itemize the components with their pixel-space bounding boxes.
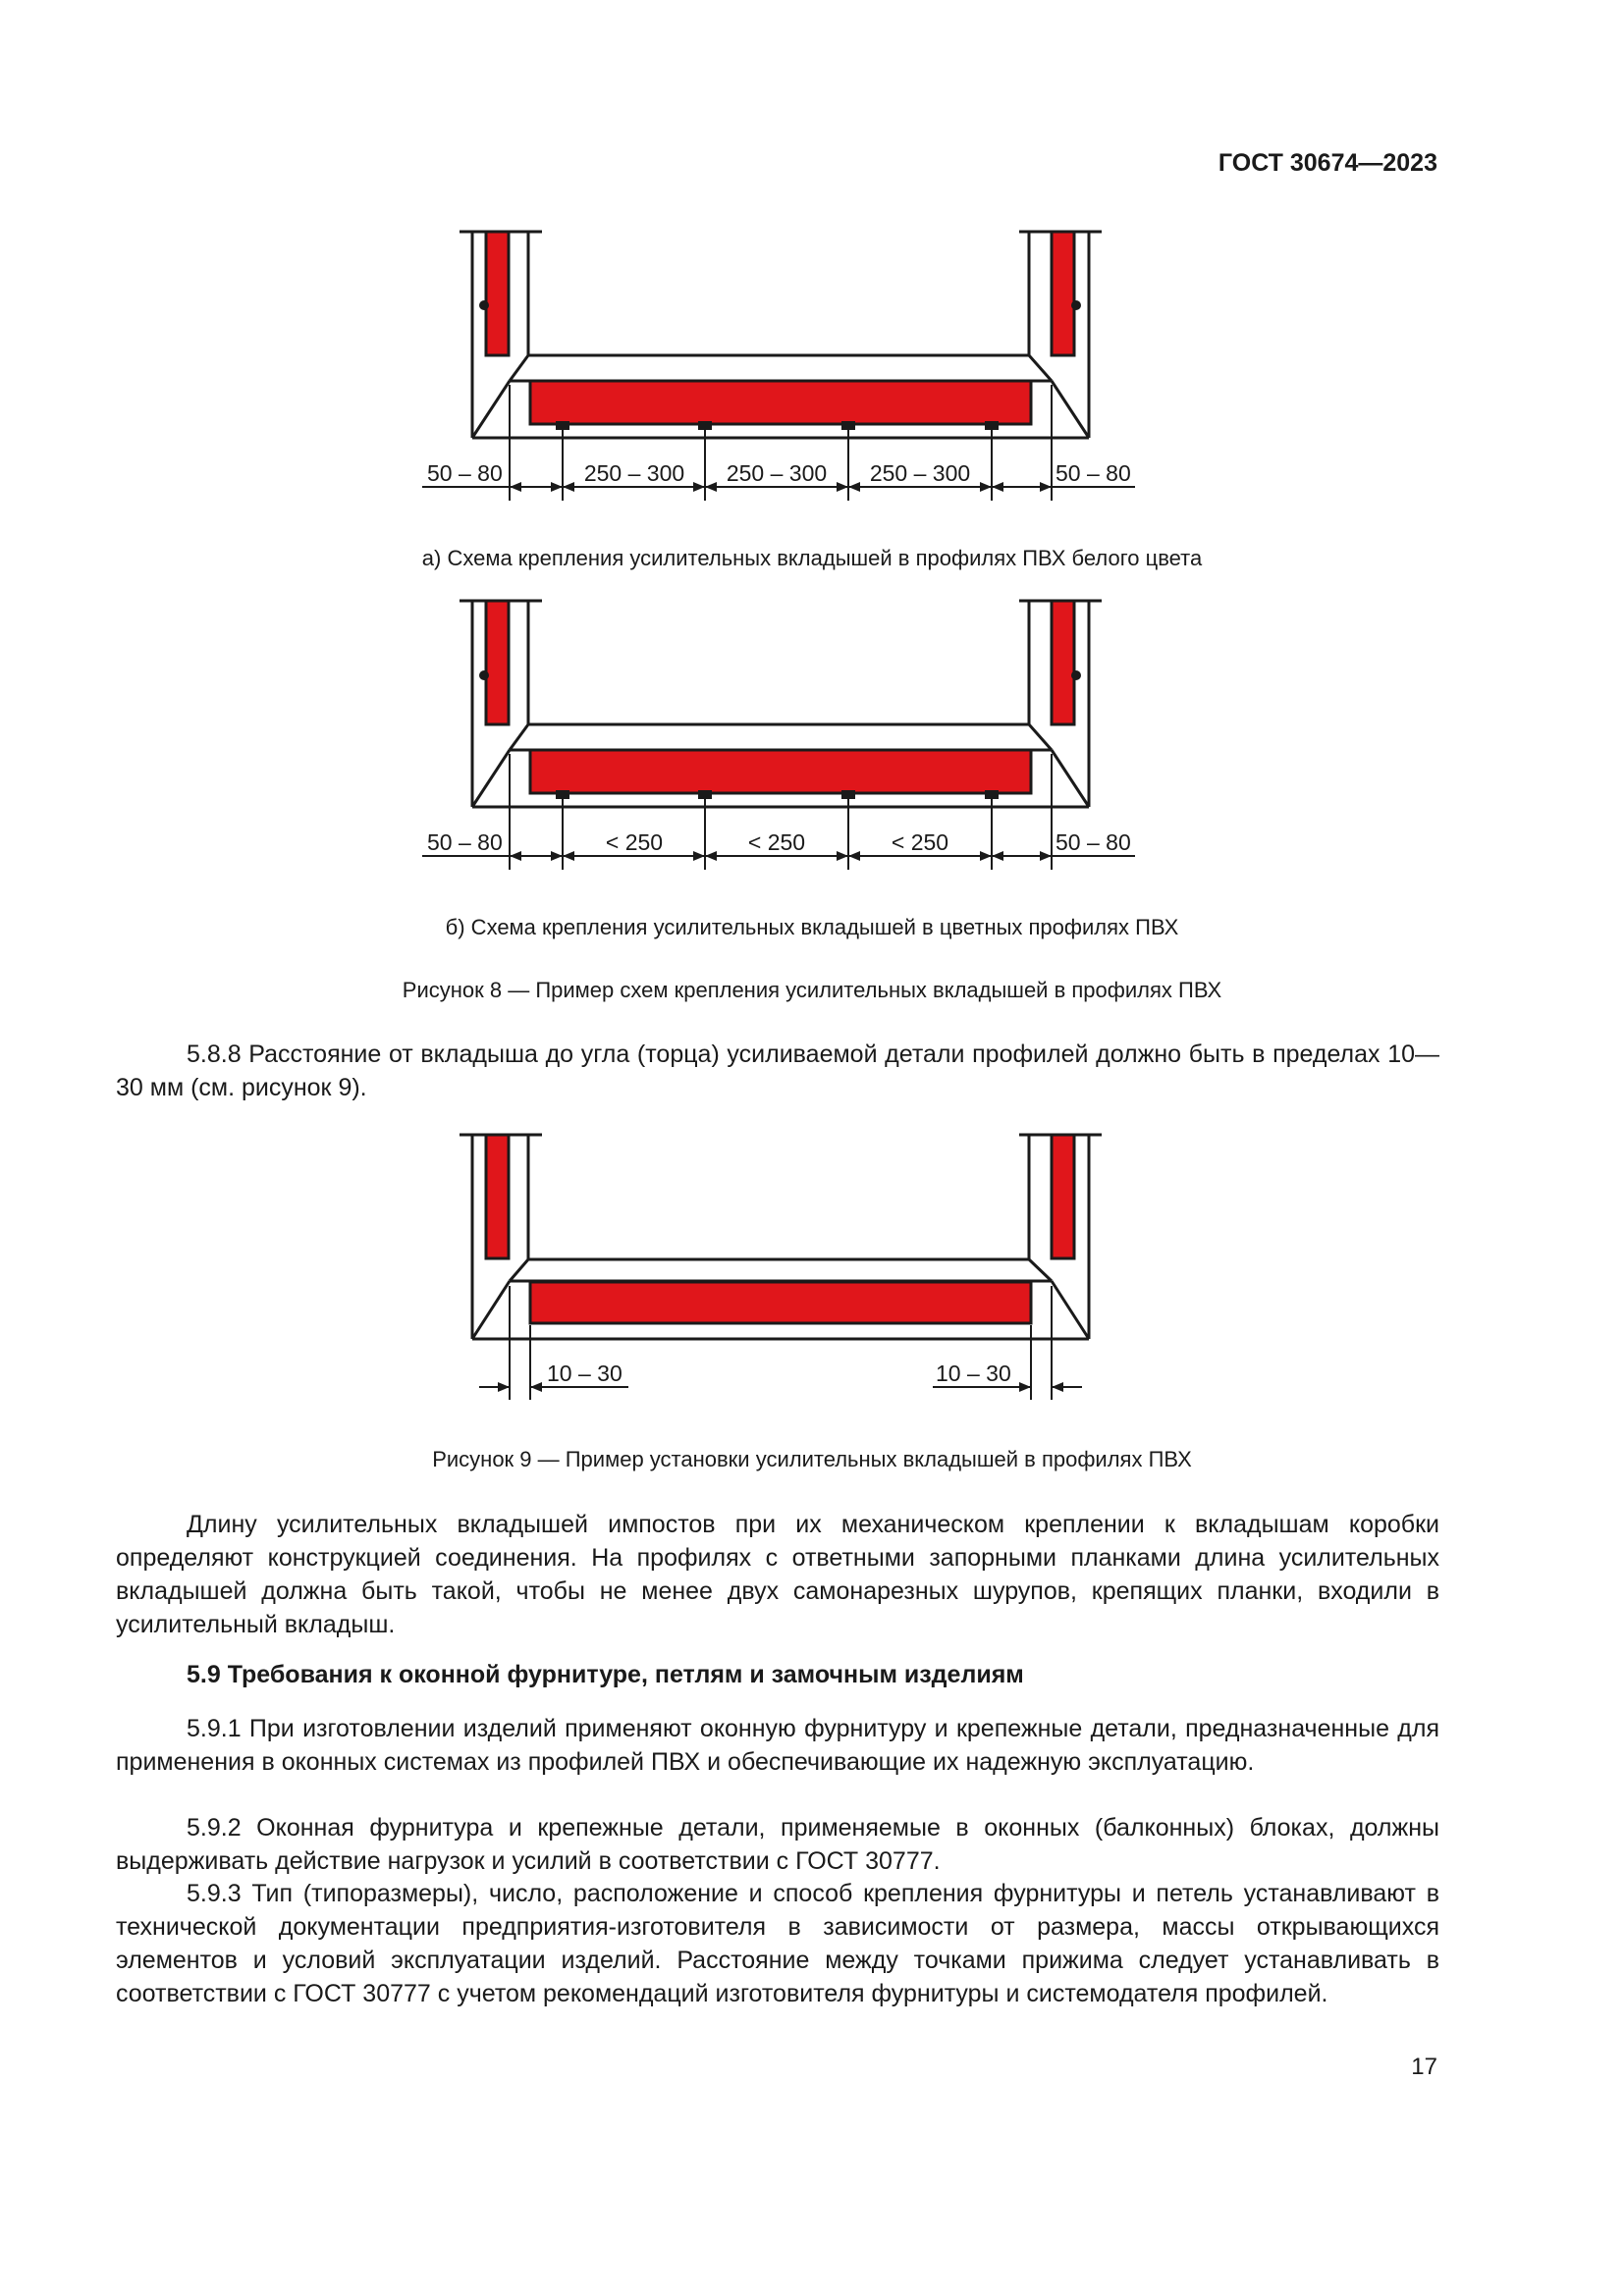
dim-label: 250 – 300 (869, 460, 971, 486)
document-standard-number: ГОСТ 30674—2023 (1218, 149, 1437, 177)
figure-8b-diagram (0, 595, 1624, 880)
dim-label: 50 – 80 (1056, 460, 1131, 486)
paragraph-insert-length: Длину усилительных вкладышей импостов при их механическом креплении к вкладышам коробки определяют конструкцией соединения. На профилях с ответными запорными планками длина усилительных вкладышей должна быть такой, чтобы не менее двух самонарезных шурупов, крепящих планки, входили в усилительный вкладыш. (116, 1511, 1439, 1638)
clause-5-9-2: 5.9.2 Оконная фурнитура и крепежные детали, применяемые в оконных (балконных) блоках, должны выдерживать действие нагрузок и усилий в соответствии с ГОСТ 30777. (116, 1814, 1439, 1875)
section-5-9-heading: 5.9 Требования к оконной фурнитуре, петлям и замочным изделиям (187, 1661, 1024, 1688)
dim-label: < 250 (891, 829, 949, 855)
insert-right-vertical (1052, 601, 1074, 724)
dim-label: < 250 (747, 829, 806, 855)
insert-bottom (530, 1282, 1031, 1323)
dim-label: 50 – 80 (427, 829, 503, 855)
dim-label: 250 – 300 (583, 460, 685, 486)
figure-8b-caption: б) Схема крепления усилительных вкладышей в цветных профилях ПВХ (445, 915, 1179, 939)
insert-right-vertical (1052, 1135, 1074, 1258)
insert-right-vertical (1052, 232, 1074, 355)
figure-9-caption: Рисунок 9 — Пример установки усилительных вкладышей в профилях ПВХ (432, 1447, 1192, 1471)
figure-8-caption: Рисунок 8 — Пример схем крепления усилительных вкладышей в профилях ПВХ (402, 978, 1222, 1002)
insert-left-vertical (486, 1135, 509, 1258)
dim-label: 10 – 30 (936, 1361, 1011, 1386)
dim-label: 250 – 300 (726, 460, 828, 486)
dim-label: 10 – 30 (547, 1361, 623, 1386)
clause-5-9-3: 5.9.3 Тип (типоразмеры), число, расположение и способ крепления фурнитуры и петель устанавливают в технической документации предприятия-изготовителя в зависимости от размера, массы открывающихся элементов и условий эксплуатации изделий. Расстояние между точками прижима следует устанавливать в соответствии с ГОСТ 30777 с учетом рекомендаций изготовителя фурнитуры и системодателя профилей. (116, 1880, 1439, 2007)
insert-bottom (530, 750, 1031, 793)
figure-8a-diagram (0, 226, 1624, 510)
insert-left-vertical (486, 601, 509, 724)
dim-label: 50 – 80 (1056, 829, 1131, 855)
page-number: 17 (1411, 2054, 1437, 2080)
insert-bottom (530, 381, 1031, 424)
clause-5-8-8: 5.8.8 Расстояние от вкладыша до угла (торца) усиливаемой детали профилей должно быть в пределах 10—30 мм (см. рисунок 9). (116, 1041, 1439, 1101)
insert-left-vertical (486, 232, 509, 355)
figure-9-diagram (0, 1129, 1624, 1404)
clause-5-9-1: 5.9.1 При изготовлении изделий применяют оконную фурнитуру и крепежные детали, предназначенные для применения в оконных системах из профилей ПВХ и обеспечивающие их надежную эксплуатацию. (116, 1715, 1439, 1776)
dim-label: 50 – 80 (427, 460, 503, 486)
dim-label: < 250 (605, 829, 664, 855)
figure-8a-caption: а) Схема крепления усилительных вкладышей в профилях ПВХ белого цвета (421, 546, 1203, 570)
